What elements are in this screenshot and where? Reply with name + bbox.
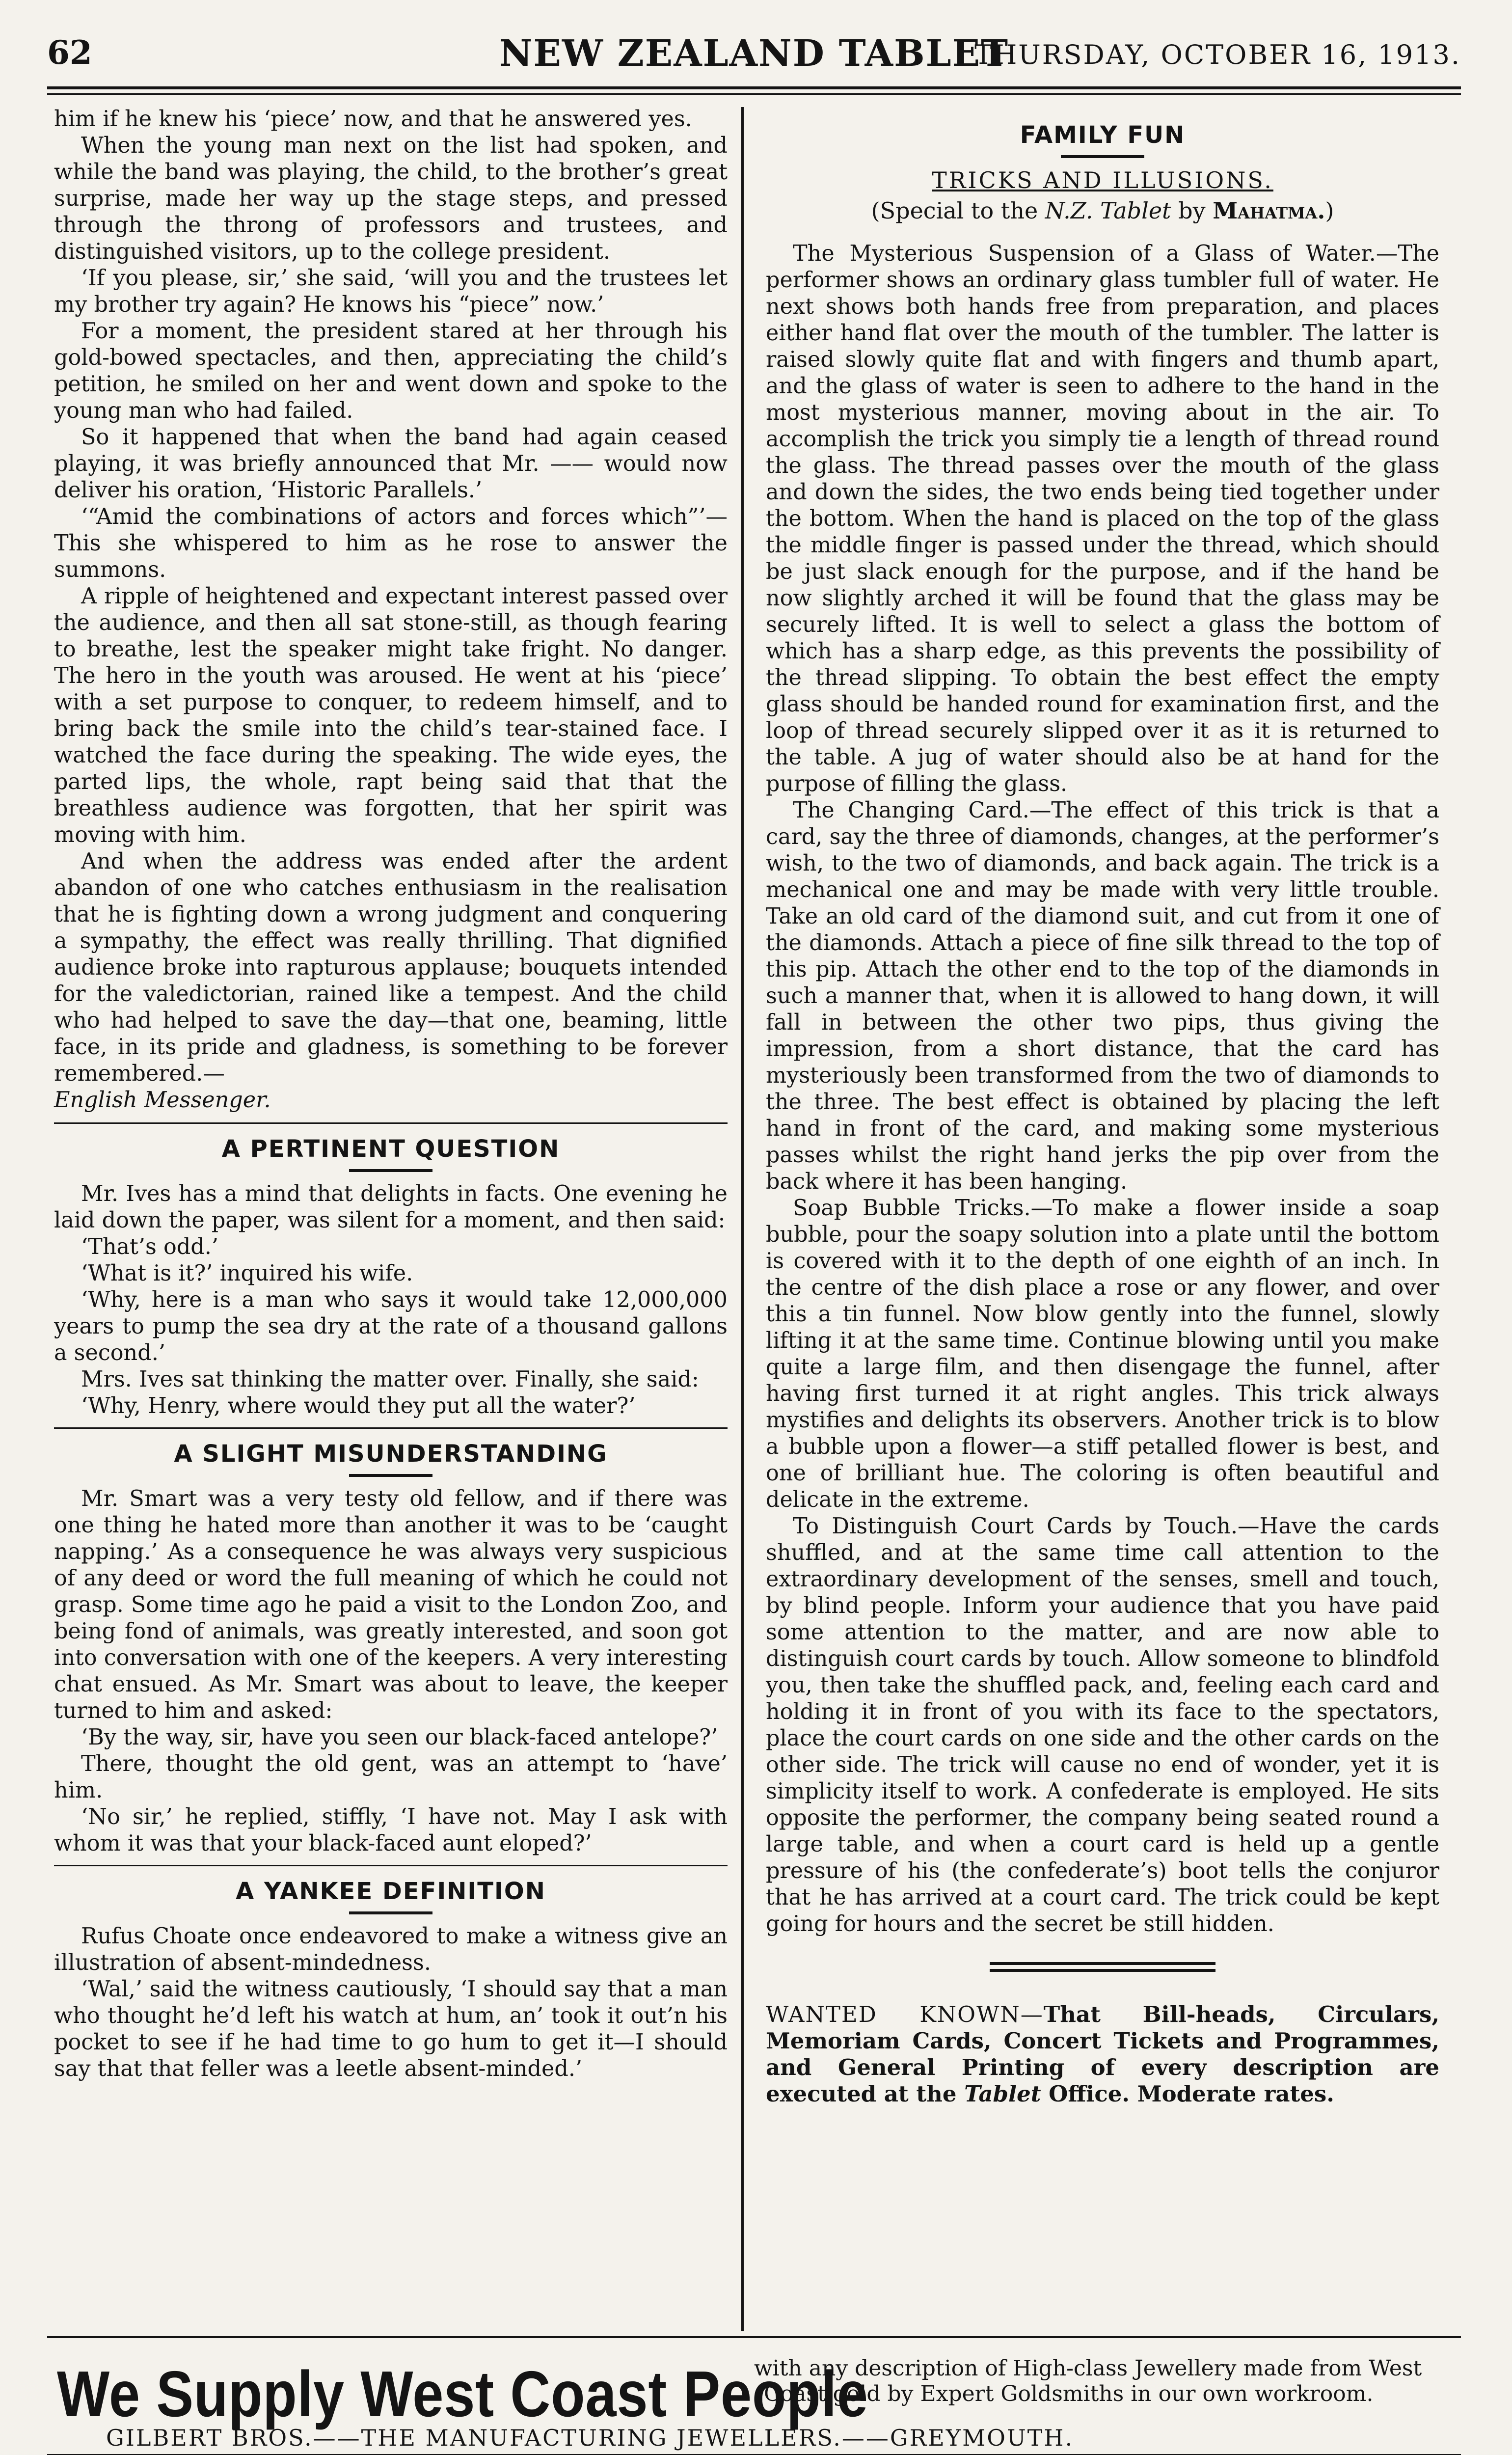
section-divider bbox=[54, 1865, 728, 1866]
page-header bbox=[47, 30, 1461, 80]
advert-text bbox=[754, 2356, 1461, 2407]
wanted-publication: Tablet bbox=[964, 2081, 1041, 2107]
right-column bbox=[766, 106, 1439, 2107]
trick-paragraph: To Distinguish Court Cards by Touch.—Have the cards shuffled, and at the same time call attention to the extraordinary development of the senses, smell and touch, by blind people. Inform your audience that you have paid some attention to the matter, and are now able to distinguish court cards by touch. Allow someone to blindfold you, then take the shuffled pack, and, feeling each card and holding it in front of you with its face to the spectators, place the court cards on one side and the other cards on the other side. The trick will cause no end of wonder, yet it is simplicity itself to work. A confederate is employed. He sits opposite the performer, the company being seated round a large table, and when a court card is held up a gentle pressure of his (the confederate’s) boot tells the conjuror that he has arrived at a court card. The trick could be kept going for hours and the secret be still hidden. bbox=[766, 1514, 1439, 1937]
pertinent-paragraph: Mrs. Ives sat thinking the matter over. Finally, she said: bbox=[81, 1367, 699, 1392]
slight-heading: A SLIGHT MISUNDERSTANDING bbox=[174, 1440, 608, 1468]
pertinent-paragraph: ‘What is it?’ inquired his wife. bbox=[81, 1261, 413, 1286]
advert-line: Coast gold by Expert Goldsmiths in our own workroom. bbox=[764, 2381, 1374, 2406]
slight-paragraph: ‘No sir,’ he replied, stiffly, ‘I have not. May I ask with whom it was that your black-faced aunt eloped?’ bbox=[54, 1804, 728, 1856]
trick-paragraph: Soap Bubble Tricks.—To make a flower inside a soap bubble, pour the soapy solution into a plate until the bottom is covered with it to the depth of one eighth of an inch. In the centre of the dish place a rose or any flower, and over this a tin funnel. Now blow gently into the funnel, slowly lifting it at the same time. Continue blowing until you make quite a large film, and then disengage the funnel, after having first turned it at right angles. This trick always mystifies and delights its observers. Another trick is to blow a bubble upon a flower—a stiff petalled flower is best, and one of brilliant hue. The coloring is often beautiful and delicate in the extreme. bbox=[766, 1196, 1439, 1512]
page-number: 62 bbox=[47, 33, 92, 72]
slight-paragraph: There, thought the old gent, was an attempt to ‘have’ him. bbox=[54, 1751, 728, 1803]
story-paragraph: ‘“Amid the combinations of actors and forces which”’—This she whispered to him as he rose to answer the summons. bbox=[54, 504, 728, 582]
heading-rule bbox=[349, 1911, 432, 1914]
story-paragraph: And when the address was ended after the ardent abandon of one who catches enthusiasm in the realisation that he is fighting down a wrong judgment and conquering a sympathy, the effect was really thrilling. That dignified audience broke into rapturous applause; bouquets intended for the valedictorian, rained like a tempest. And the child who had helped to save the day—that one, beaming, little face, in its pride and gladness, is something to be forever remembered.— bbox=[54, 849, 728, 1086]
tricks-subheading: TRICKS AND ILLUSIONS. bbox=[932, 167, 1273, 193]
story-paragraph: For a moment, the president stared at her through his gold-bowed spectacles, and then, appreciating the child’s petition, he smiled on her and went down and spoke to the young man who had failed. bbox=[54, 319, 728, 423]
advert-footer: GILBERT BROS.——THE MANUFACTURING JEWELLERS.——GREYMOUTH. bbox=[106, 2425, 1074, 2451]
story-paragraph: So it happened that when the band had again ceased playing, it was briefly announced that Mr. —— would now deliver his oration, ‘Historic Parallels.’ bbox=[54, 425, 728, 503]
yankee-paragraph: ‘Wal,’ said the witness cautiously, ‘I should say that a man who thought he’d left his watch at hum, an’ took it out’n his pocket to see if he had time to go hum to get it—I should say that that feller was a leetle absent-minded.’ bbox=[54, 1977, 728, 2081]
left-column bbox=[54, 106, 728, 2082]
yankee-paragraph: Rufus Choate once endeavored to make a witness give an illustration of absent-mindedness. bbox=[54, 1924, 728, 1975]
pertinent-paragraph: ‘Why, here is a man who says it would take 12,000,000 years to pump the sea dry at the rate of a thousand gallons a second.’ bbox=[54, 1287, 728, 1365]
heading-rule bbox=[1061, 155, 1144, 158]
byline-text: ) bbox=[1325, 197, 1334, 224]
heading-rule bbox=[349, 1169, 432, 1172]
pertinent-paragraph: Mr. Ives has a mind that delights in facts. One evening he laid down the paper, was silent for a moment, and then said: bbox=[54, 1181, 728, 1233]
story-paragraph: ‘If you please, sir,’ she said, ‘will you and the trustees let my brother try again? He knows his “piece” now.’ bbox=[54, 266, 728, 317]
story-paragraph: him if he knew his ‘piece’ now, and that he answered yes. bbox=[54, 107, 692, 132]
byline-text: by bbox=[1171, 197, 1213, 224]
advert-top-rule bbox=[47, 2336, 1461, 2338]
byline-text: (Special to the bbox=[871, 197, 1045, 224]
double-rule bbox=[990, 1962, 1215, 1972]
pertinent-paragraph: ‘That’s odd.’ bbox=[81, 1234, 219, 1259]
column-divider bbox=[741, 107, 744, 2331]
byline-author: Mahatma. bbox=[1213, 197, 1325, 224]
trick-paragraph: The Mysterious Suspension of a Glass of Water.—The performer shows an ordinary glass tumbler full of water. He next shows both hands free from preparation, and places either hand flat over the mouth of the tumbler. The latter is raised slowly quite flat and with fingers and thumb apart, and the glass of water is seen to adhere to the hand in the most mysterious manner, moving about in the air. To accomplish the trick you simply tie a length of thread round the glass. The thread passes over the mouth of the glass and down the sides, the two ends being tied together under the bottom. When the hand is placed on the top of the glass the middle finger is passed under the thread, which should be just slack enough for the purpose, and if the hand be now slightly arched it will be found that the glass may be securely lifted. It is well to select a glass the bottom of which has a sharp edge, as this prevents the possibility of the thread slipping. To obtain the best effect the empty glass should be handed round for examination first, and the loop of thread securely slipped over it as it is returned to the table. A jug of water should also be at hand for the purpose of filling the glass. bbox=[766, 241, 1439, 796]
wanted-lead: WANTED KNOWN— bbox=[766, 2001, 1044, 2027]
trick-paragraph: The Changing Card.—The effect of this trick is that a card, say the three of diamonds, changes, at the performer’s wish, to the two of diamonds, and back again. The trick is a mechanical one and may be made with very little trouble. Take an old card of the diamond suit, and cut from it one of the diamonds. Attach a piece of fine silk thread to the top of this pip. Attach the other end to the top of the diamonds in such a manner that, when it is allowed to hang down, it will fall in between the other two pips, thus giving the impression, from a short distance, that the card has mysteriously been transformed from the two of diamonds to the three. The best effect is obtained by placing the left hand in front of the card, and making some mysterious passes whilst the right hand jerks the pip over from the back where it has been hanging. bbox=[766, 798, 1439, 1194]
byline-publication: N.Z. Tablet bbox=[1045, 197, 1171, 224]
wanted-tail: Office. Moderate rates. bbox=[1041, 2081, 1334, 2107]
slight-paragraph: ‘By the way, sir, have you seen our black-faced antelope?’ bbox=[81, 1725, 718, 1750]
family-fun-heading: FAMILY FUN bbox=[1020, 121, 1186, 149]
pertinent-paragraph: ‘Why, Henry, where would they put all the water?’ bbox=[81, 1393, 636, 1418]
header-rule bbox=[47, 86, 1461, 89]
issue-date: THURSDAY, OCTOBER 16, 1913. bbox=[974, 39, 1461, 70]
newspaper-title: NEW ZEALAND TABLET bbox=[499, 32, 1009, 75]
section-divider bbox=[54, 1122, 728, 1124]
yankee-heading: A YANKEE DEFINITION bbox=[236, 1878, 546, 1905]
advert-line: with any description of High-class Jewellery made from West bbox=[754, 2356, 1422, 2381]
header-rule-thin bbox=[47, 93, 1461, 95]
byline bbox=[766, 197, 1439, 224]
pertinent-heading: A PERTINENT QUESTION bbox=[221, 1135, 560, 1163]
story-paragraph: When the young man next on the list had spoken, and while the band was playing, the child, to the brother’s great surprise, made her way up the stage steps, and pressed through the throng of professors and trustees, and distinguished visitors, up to the college president. bbox=[54, 133, 728, 264]
jewellers-advert bbox=[47, 2352, 1461, 2450]
story-source: English Messenger. bbox=[54, 1088, 271, 1113]
advert-headline: We Supply West Coast People bbox=[57, 2358, 868, 2430]
heading-rule bbox=[349, 1474, 432, 1477]
section-divider bbox=[54, 1427, 728, 1429]
wanted-known-notice bbox=[766, 2001, 1439, 2107]
slight-paragraph: Mr. Smart was a very testy old fellow, and if there was one thing he hated more than another it was to be ‘caught napping.’ As a consequence he was always very suspicious of any deed or word the full meaning of which he could not grasp. Some time ago he paid a visit to the London Zoo, and being fond of animals, was greatly interested, and soon got into conversation with one of the keepers. A very interesting chat ensued. As Mr. Smart was about to leave, the keeper turned to him and asked: bbox=[54, 1486, 728, 1723]
wanted-body: That Bill-heads, Circulars, Memoriam Cards, Concert Tickets and Programmes, and General Printing of every description are executed at the bbox=[766, 2001, 1439, 2107]
story-paragraph: A ripple of heightened and expectant interest passed over the audience, and then all sat stone-still, as though fearing to breathe, lest the speaker might take fright. No danger. The hero in the youth was aroused. He went at his ‘piece’ with a set purpose to conquer, to redeem himself, and to bring back the smile into the child’s tear-stained face. I watched the face during the speaking. The wide eyes, the parted lips, the whole, rapt being said that that the breathless audience was forgotten, that her spirit was moving with him. bbox=[54, 584, 728, 847]
